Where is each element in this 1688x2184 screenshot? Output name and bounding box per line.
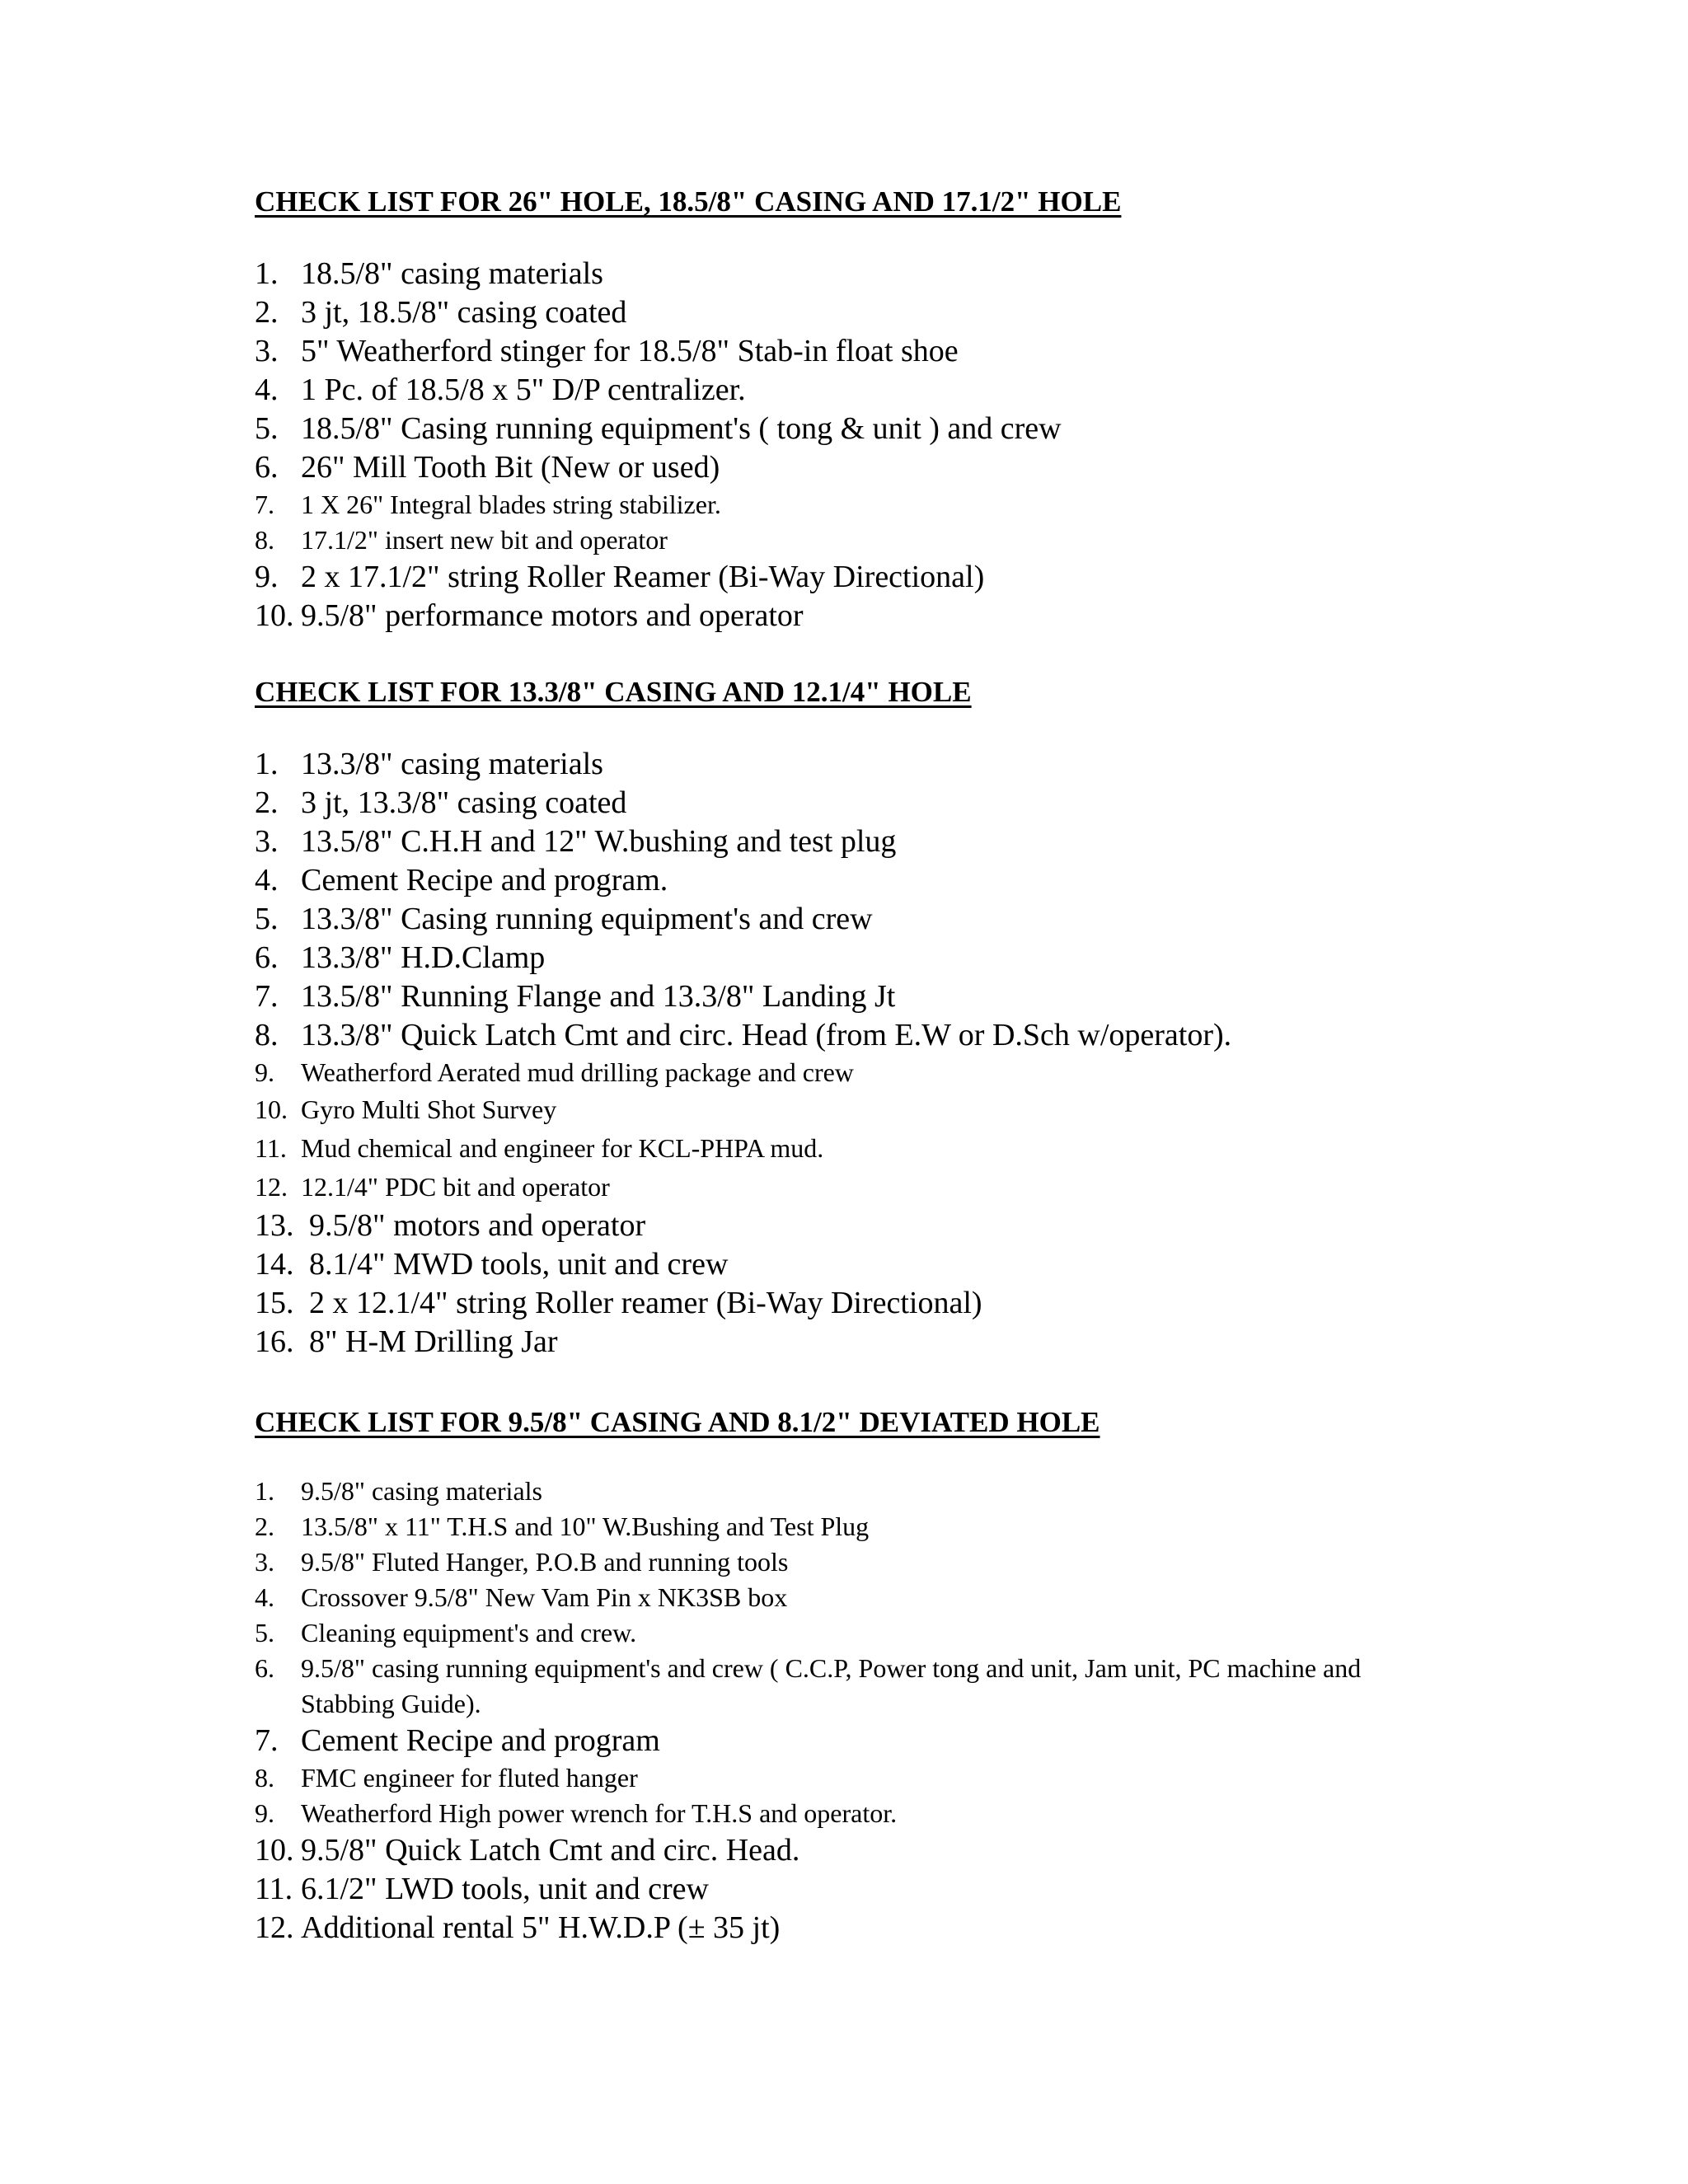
list-item	[255, 1090, 1491, 1129]
list-item	[255, 255, 1491, 293]
list-item	[255, 1323, 1491, 1361]
item-number: 12.	[255, 1910, 294, 1945]
item-text: 9.5/8" Quick Latch Cmt and circ. Head.	[301, 1833, 800, 1868]
list-item	[255, 1207, 1491, 1245]
item-text: 1 Pc. of 18.5/8 x 5" D/P centralizer.	[301, 373, 746, 407]
list-item	[255, 1760, 1491, 1796]
item-text: 18.5/8" Casing running equipment's ( tong & unit ) and crew	[301, 411, 1062, 446]
item-number: 5.	[255, 902, 279, 936]
item-text: 13.3/8" casing materials	[301, 747, 603, 781]
item-number: 9.	[255, 560, 279, 594]
list-item	[255, 487, 1491, 523]
list-item	[255, 1651, 1491, 1722]
list-item	[255, 1055, 1491, 1090]
item-text: 8" H-M Drilling Jar	[309, 1324, 558, 1359]
list-item	[255, 1580, 1491, 1615]
item-text: 17.1/2" insert new bit and operator	[301, 525, 668, 555]
list-item	[255, 1129, 1491, 1168]
item-number: 16.	[255, 1324, 294, 1359]
list-item	[255, 371, 1491, 410]
item-number: 6.	[255, 450, 279, 485]
item-number: 3.	[255, 334, 279, 368]
item-text: FMC engineer for fluted hanger	[301, 1763, 638, 1793]
list-item	[255, 558, 1491, 597]
item-number: 5.	[255, 411, 279, 446]
item-number: 10.	[255, 1833, 294, 1868]
item-text: 9.5/8" motors and operator	[309, 1208, 646, 1243]
item-text: Cement Recipe and program	[301, 1723, 660, 1758]
list-item	[255, 1168, 1491, 1207]
item-text: Additional rental 5" H.W.D.P (± 35 jt)	[301, 1910, 781, 1945]
list-item	[255, 293, 1491, 332]
checklist-section-26-hole	[255, 185, 1491, 635]
list-item	[255, 1474, 1491, 1509]
item-number: 8.	[255, 525, 274, 555]
item-text: 18.5/8" casing materials	[301, 256, 603, 291]
item-number: 1.	[255, 256, 279, 291]
item-text: Gyro Multi Shot Survey	[301, 1094, 557, 1124]
item-text: 9.5/8" performance motors and operator	[301, 598, 804, 633]
item-number: 14.	[255, 1247, 294, 1282]
item-number: 3.	[255, 1547, 274, 1577]
list-item	[255, 410, 1491, 448]
item-text: 13.3/8" H.D.Clamp	[301, 940, 546, 975]
item-number: 6.	[255, 940, 279, 975]
section-heading: CHECK LIST FOR 26" HOLE, 18.5/8" CASING AND 17.1/2" HOLE	[255, 185, 1122, 218]
item-number: 12.	[255, 1172, 288, 1202]
list-item	[255, 745, 1491, 784]
item-number: 4.	[255, 1582, 274, 1612]
list-item	[255, 823, 1491, 861]
item-number: 8.	[255, 1018, 279, 1052]
item-text: Crossover 9.5/8" New Vam Pin x NK3SB box	[301, 1582, 788, 1612]
item-number: 2.	[255, 295, 279, 330]
item-text: Cement Recipe and program.	[301, 863, 668, 898]
list-item	[255, 1722, 1491, 1760]
checklist-section-13-3-8-casing	[255, 676, 1491, 1361]
item-text: 13.5/8" Running Flange and 13.3/8" Landing Jt	[301, 979, 896, 1014]
item-text: 26" Mill Tooth Bit (New or used)	[301, 450, 720, 485]
item-number: 15.	[255, 1286, 294, 1320]
item-text: 13.3/8" Quick Latch Cmt and circ. Head (from E.W or D.Sch w/operator).	[301, 1018, 1232, 1052]
section-heading: CHECK LIST FOR 9.5/8" CASING AND 8.1/2" DEVIATED HOLE	[255, 1406, 1100, 1438]
item-text: Cleaning equipment's and crew.	[301, 1618, 637, 1647]
item-text: Mud chemical and engineer for KCL-PHPA mud.	[301, 1133, 824, 1163]
list-item	[255, 448, 1491, 487]
item-number: 2.	[255, 785, 279, 820]
list-item	[255, 1509, 1491, 1544]
item-number: 10.	[255, 598, 294, 633]
item-number: 11.	[255, 1872, 293, 1906]
item-text: 13.5/8" x 11" T.H.S and 10" W.Bushing and Test Plug	[301, 1511, 870, 1541]
item-number: 10.	[255, 1094, 288, 1124]
item-text: 13.5/8" C.H.H and 12" W.bushing and test plug	[301, 824, 897, 859]
item-text: 9.5/8" casing running equipment's and crew ( C.C.P, Power tong and unit, Jam unit, PC machine and Stabbing Guide).	[301, 1653, 1362, 1718]
item-text: 6.1/2" LWD tools, unit and crew	[301, 1872, 709, 1906]
item-number: 3.	[255, 824, 279, 859]
item-number: 11.	[255, 1133, 287, 1163]
item-number: 7.	[255, 490, 274, 519]
list-item	[255, 1615, 1491, 1651]
list-item	[255, 332, 1491, 371]
list-item	[255, 784, 1491, 823]
item-text: Weatherford High power wrench for T.H.S and operator.	[301, 1798, 898, 1828]
list-item	[255, 1544, 1491, 1580]
item-number: 9.	[255, 1798, 274, 1828]
item-text: 13.3/8" Casing running equipment's and crew	[301, 902, 873, 936]
item-number: 6.	[255, 1653, 274, 1683]
item-text: 3 jt, 18.5/8" casing coated	[301, 295, 627, 330]
item-text: 2 x 17.1/2" string Roller Reamer (Bi-Way Directional)	[301, 560, 985, 594]
list-item	[255, 1796, 1491, 1831]
list-item	[255, 1831, 1491, 1870]
item-text: 3 jt, 13.3/8" casing coated	[301, 785, 627, 820]
list-item	[255, 977, 1491, 1016]
list-item	[255, 597, 1491, 635]
checklist	[255, 255, 1491, 635]
item-number: 4.	[255, 373, 279, 407]
list-item	[255, 861, 1491, 900]
item-text: 8.1/4" MWD tools, unit and crew	[309, 1247, 729, 1282]
item-text: 9.5/8" Fluted Hanger, P.O.B and running tools	[301, 1547, 789, 1577]
list-item	[255, 1909, 1491, 1947]
item-number: 1.	[255, 1476, 274, 1506]
item-number: 9.	[255, 1057, 274, 1087]
list-item	[255, 1016, 1491, 1055]
item-text: 1 X 26" Integral blades string stabilizer.	[301, 490, 721, 519]
item-number: 4.	[255, 863, 279, 898]
section-heading: CHECK LIST FOR 13.3/8" CASING AND 12.1/4" HOLE	[255, 676, 972, 708]
item-number: 7.	[255, 1723, 279, 1758]
item-number: 7.	[255, 979, 279, 1014]
item-text: 12.1/4" PDC bit and operator	[301, 1172, 610, 1202]
list-item	[255, 939, 1491, 977]
item-text: 5" Weatherford stinger for 18.5/8" Stab-in float shoe	[301, 334, 959, 368]
list-item	[255, 1245, 1491, 1284]
item-text: 9.5/8" casing materials	[301, 1476, 542, 1506]
item-number: 13.	[255, 1208, 294, 1243]
list-item	[255, 523, 1491, 558]
item-text: 2 x 12.1/4" string Roller reamer (Bi-Way Directional)	[309, 1286, 982, 1320]
item-number: 1.	[255, 747, 279, 781]
list-item	[255, 1284, 1491, 1323]
list-item	[255, 1870, 1491, 1909]
list-item	[255, 900, 1491, 939]
item-number: 8.	[255, 1763, 274, 1793]
checklist-section-9-5-8-casing	[255, 1406, 1491, 1947]
item-number: 5.	[255, 1618, 274, 1647]
item-text: Weatherford Aerated mud drilling package and crew	[301, 1057, 854, 1087]
item-number: 2.	[255, 1511, 274, 1541]
checklist	[255, 1474, 1491, 1947]
checklist	[255, 745, 1491, 1361]
